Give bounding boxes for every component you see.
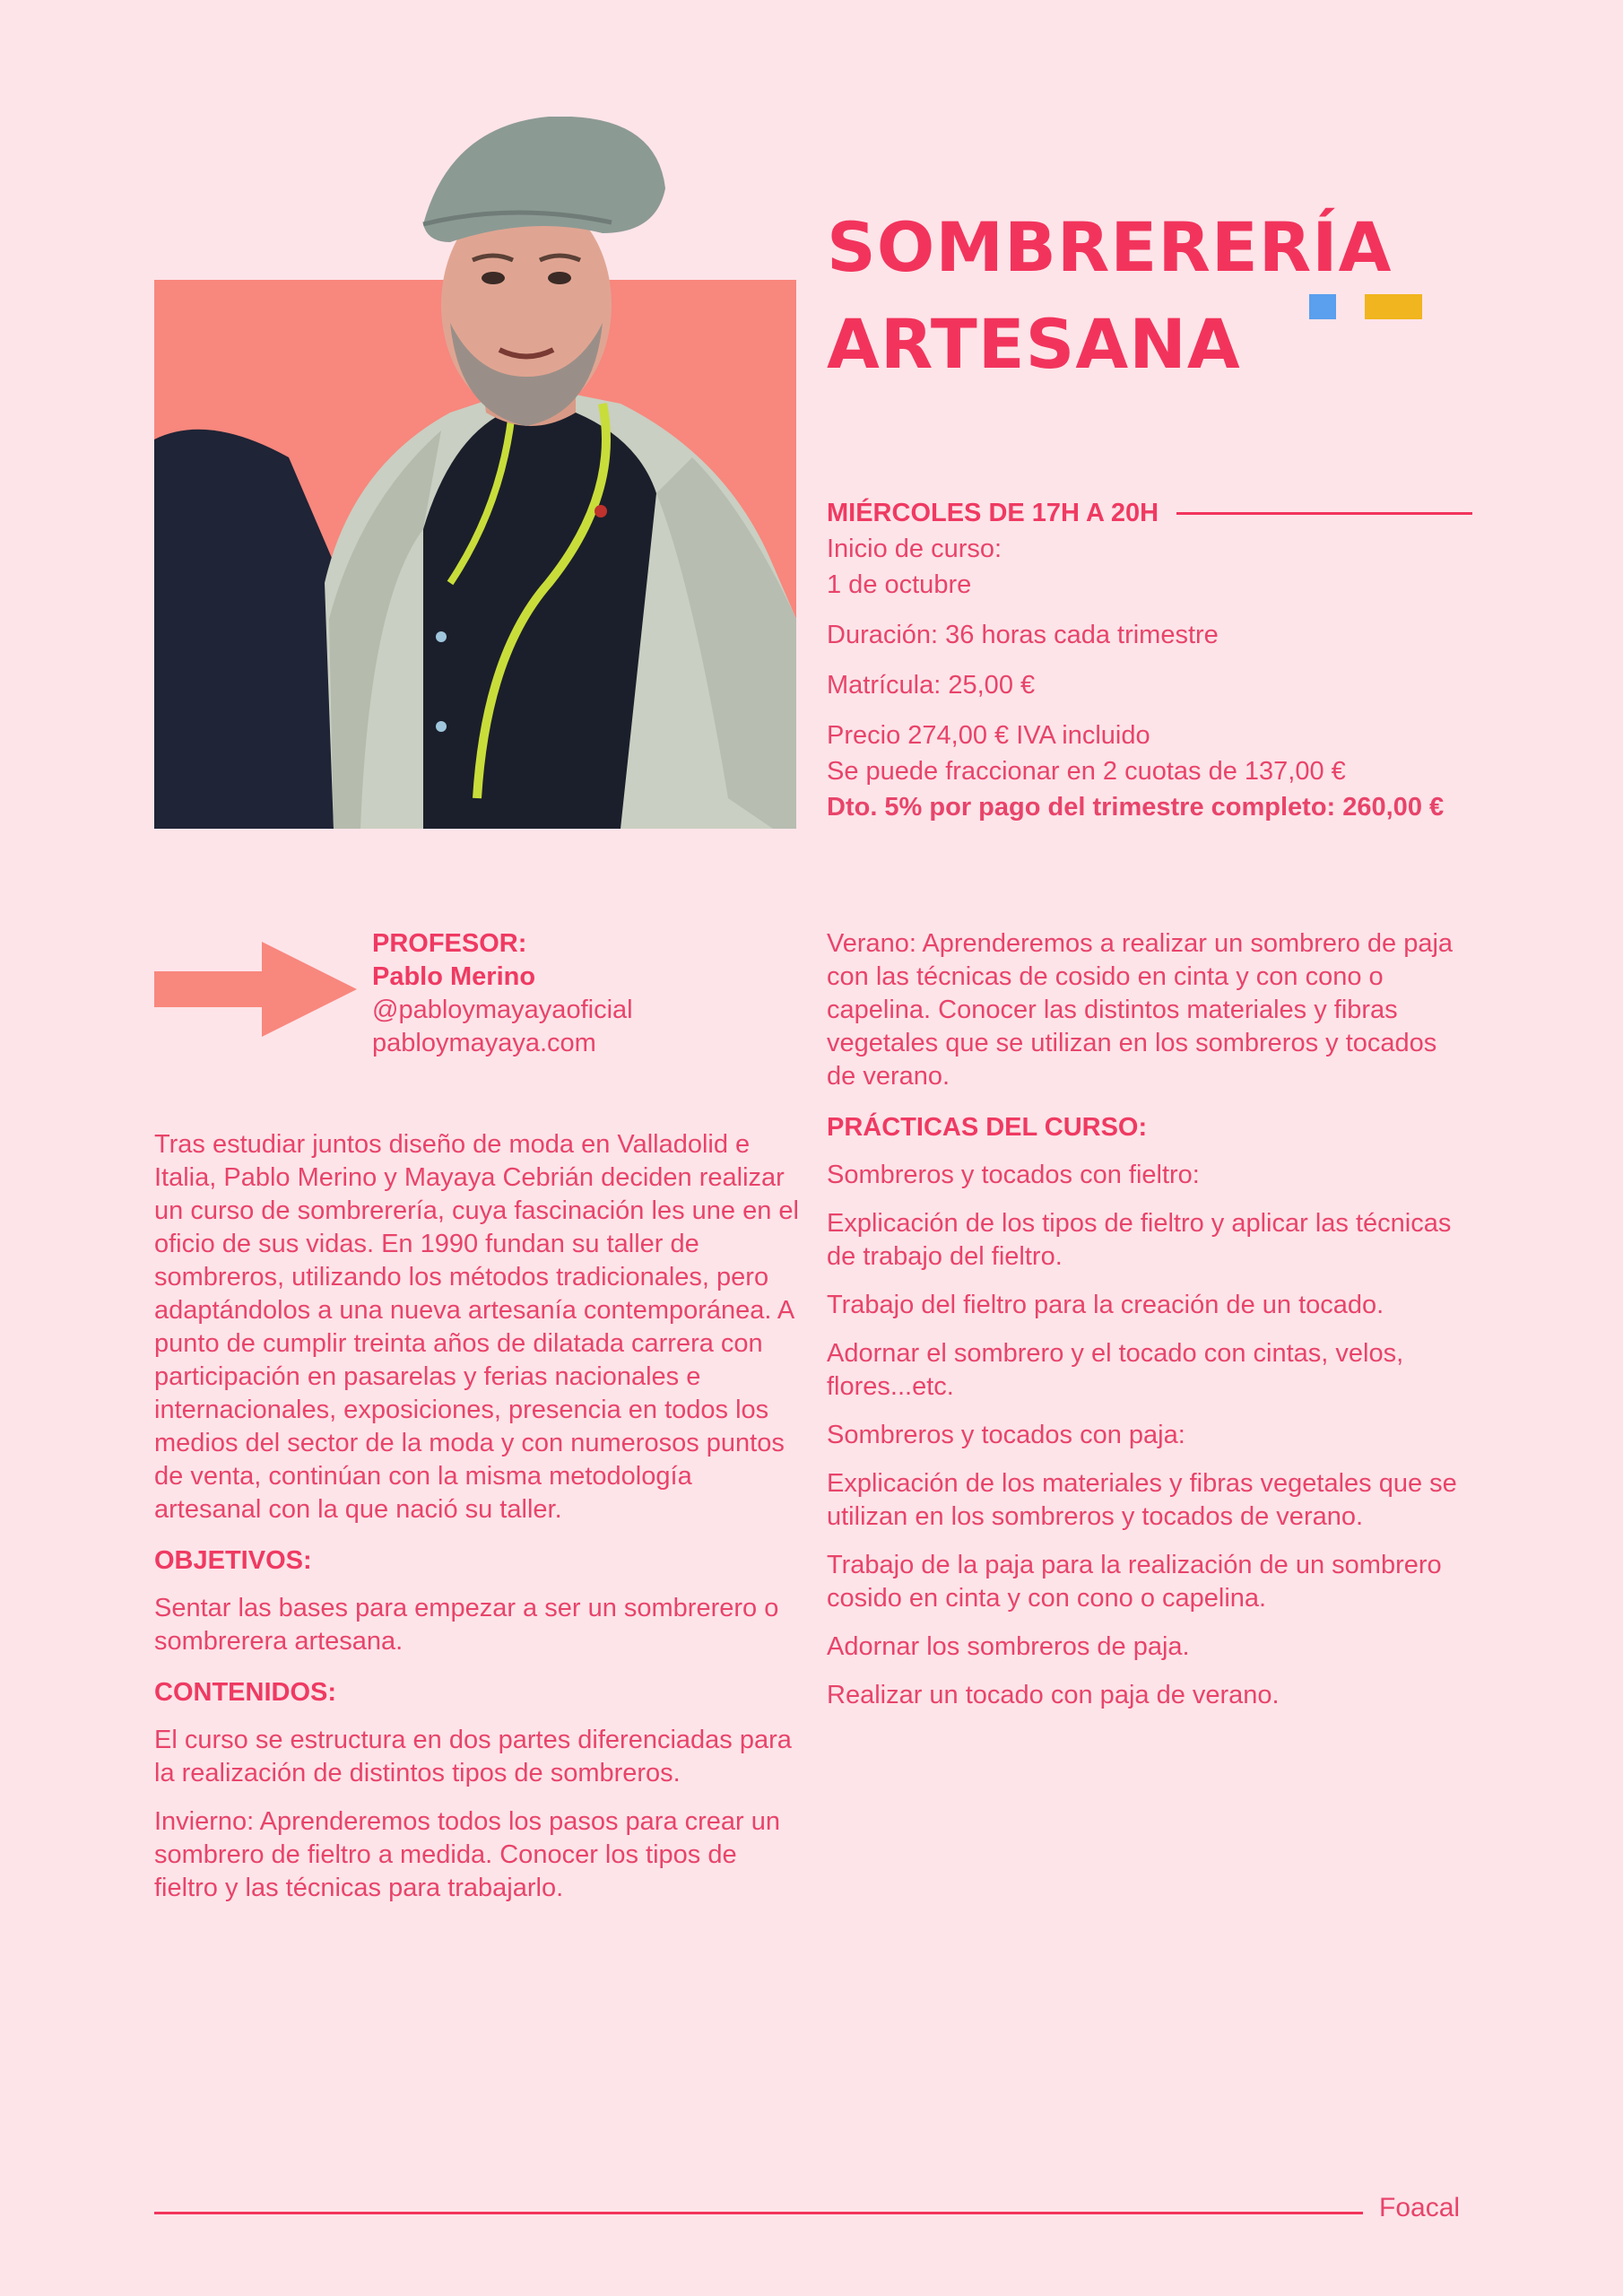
professor-social-link[interactable]: @pabloymayayaoficial: [372, 996, 633, 1024]
contents-summer: Verano: Aprenderemos a realizar un sombrero de paja con las técnicas de cosido en cinta y con cono o capelina. Conocer las distintos materiales y fibras vegetales que se utilizan en los sombreros y tocados de verano.: [827, 929, 1454, 1091]
price-info: [827, 718, 1472, 825]
price: Precio 274,00 € IVA incluido: [827, 721, 1150, 750]
right-column: [827, 927, 1472, 1727]
schedule-divider-line: [1176, 512, 1472, 515]
objectives-text: Sentar las bases para empezar a ser un sombrerero o sombrerera artesana.: [154, 1594, 779, 1656]
professor-website-link[interactable]: pabloymayaya.com: [372, 1029, 596, 1057]
footer-brand: Foacal: [1379, 2193, 1461, 2222]
professor-photo: [154, 117, 796, 829]
discount: Dto. 5% por pago del trimestre completo: 260,00 €: [827, 793, 1445, 822]
professor-name: Pablo Merino: [372, 962, 536, 991]
professor-portrait-illustration: [154, 117, 796, 829]
schedule-block: [827, 495, 1472, 839]
bio-paragraph: Tras estudiar juntos diseño de moda en Valladolid e Italia, Pablo Merino y Mayaya Cebrián deciden realizar un curso de sombrerería, cuya fascinación les une en el oficio de sus vidas. En 1990 fundan su taller de sombreros, utilizando los métodos tradicionales, pero adaptándolos a una nueva artesanía contemporánea. A punto de cumplir treinta años de dilatada carrera con participación en pasarelas y ferias nacionales e internacionales, exposiciones, presencia en todos los medios del sector de la moda y con numerosos puntos de venta, continúan con la misma metodología artesanal con la que nació su taller.: [154, 1130, 799, 1524]
practice-item: Explicación de los tipos de fieltro y aplicar las técnicas de trabajo del fieltro.: [827, 1209, 1452, 1271]
professor-label: PROFESOR:: [372, 929, 527, 958]
contents-intro: El curso se estructura en dos partes diferenciadas para la realización de distintos tipos de sombreros.: [154, 1726, 792, 1787]
installments: Se puede fraccionar en 2 cuotas de 137,00 €: [827, 757, 1346, 786]
schedule-heading: MIÉRCOLES DE 17H A 20H: [827, 499, 1159, 527]
practice-item: Explicación de los materiales y fibras vegetales que se utilizan en los sombreros y tocados de verano.: [827, 1469, 1457, 1531]
objectives-heading: OBJETIVOS:: [154, 1546, 312, 1575]
practice-item: Trabajo de la paja para la realización de un sombrero cosido en cinta y con cono o capelina.: [827, 1551, 1442, 1613]
title-line-2: ARTESANA: [827, 304, 1241, 384]
left-column: [154, 1128, 800, 1920]
practice-item: Adornar los sombreros de paja.: [827, 1632, 1190, 1661]
duration: Duración: 36 horas cada trimestre: [827, 621, 1219, 649]
enrollment-fee: Matrícula: 25,00 €: [827, 671, 1036, 700]
contents-winter: Invierno: Aprenderemos todos los pasos para crear un sombrero de fieltro a medida. Conocer los tipos de fieltro y las técnicas para trabajarlo.: [154, 1807, 781, 1902]
yellow-bar-decoration: [1365, 294, 1422, 319]
start-label: Inicio de curso:: [827, 535, 1002, 563]
start-info: [827, 531, 1472, 603]
title-line-1: SOMBRERERÍA: [827, 207, 1393, 287]
practice-item: Trabajo del fieltro para la creación de un tocado.: [827, 1291, 1384, 1319]
blue-square-decoration: [1309, 294, 1336, 319]
practice-item: Adornar el sombrero y el tocado con cintas, velos, flores...etc.: [827, 1339, 1404, 1401]
practice-item: Realizar un tocado con paja de verano.: [827, 1681, 1280, 1709]
contents-heading: CONTENIDOS:: [154, 1678, 336, 1707]
footer-divider-line: [154, 2212, 1363, 2214]
arrow-right-icon: [154, 942, 357, 1037]
practice-item: Sombreros y tocados con fieltro:: [827, 1161, 1200, 1189]
professor-info: [372, 927, 767, 1060]
start-date: 1 de octubre: [827, 570, 972, 599]
practice-item: Sombreros y tocados con paja:: [827, 1421, 1185, 1449]
schedule-heading-row: [827, 495, 1472, 531]
practices-heading: PRÁCTICAS DEL CURSO:: [827, 1113, 1148, 1142]
